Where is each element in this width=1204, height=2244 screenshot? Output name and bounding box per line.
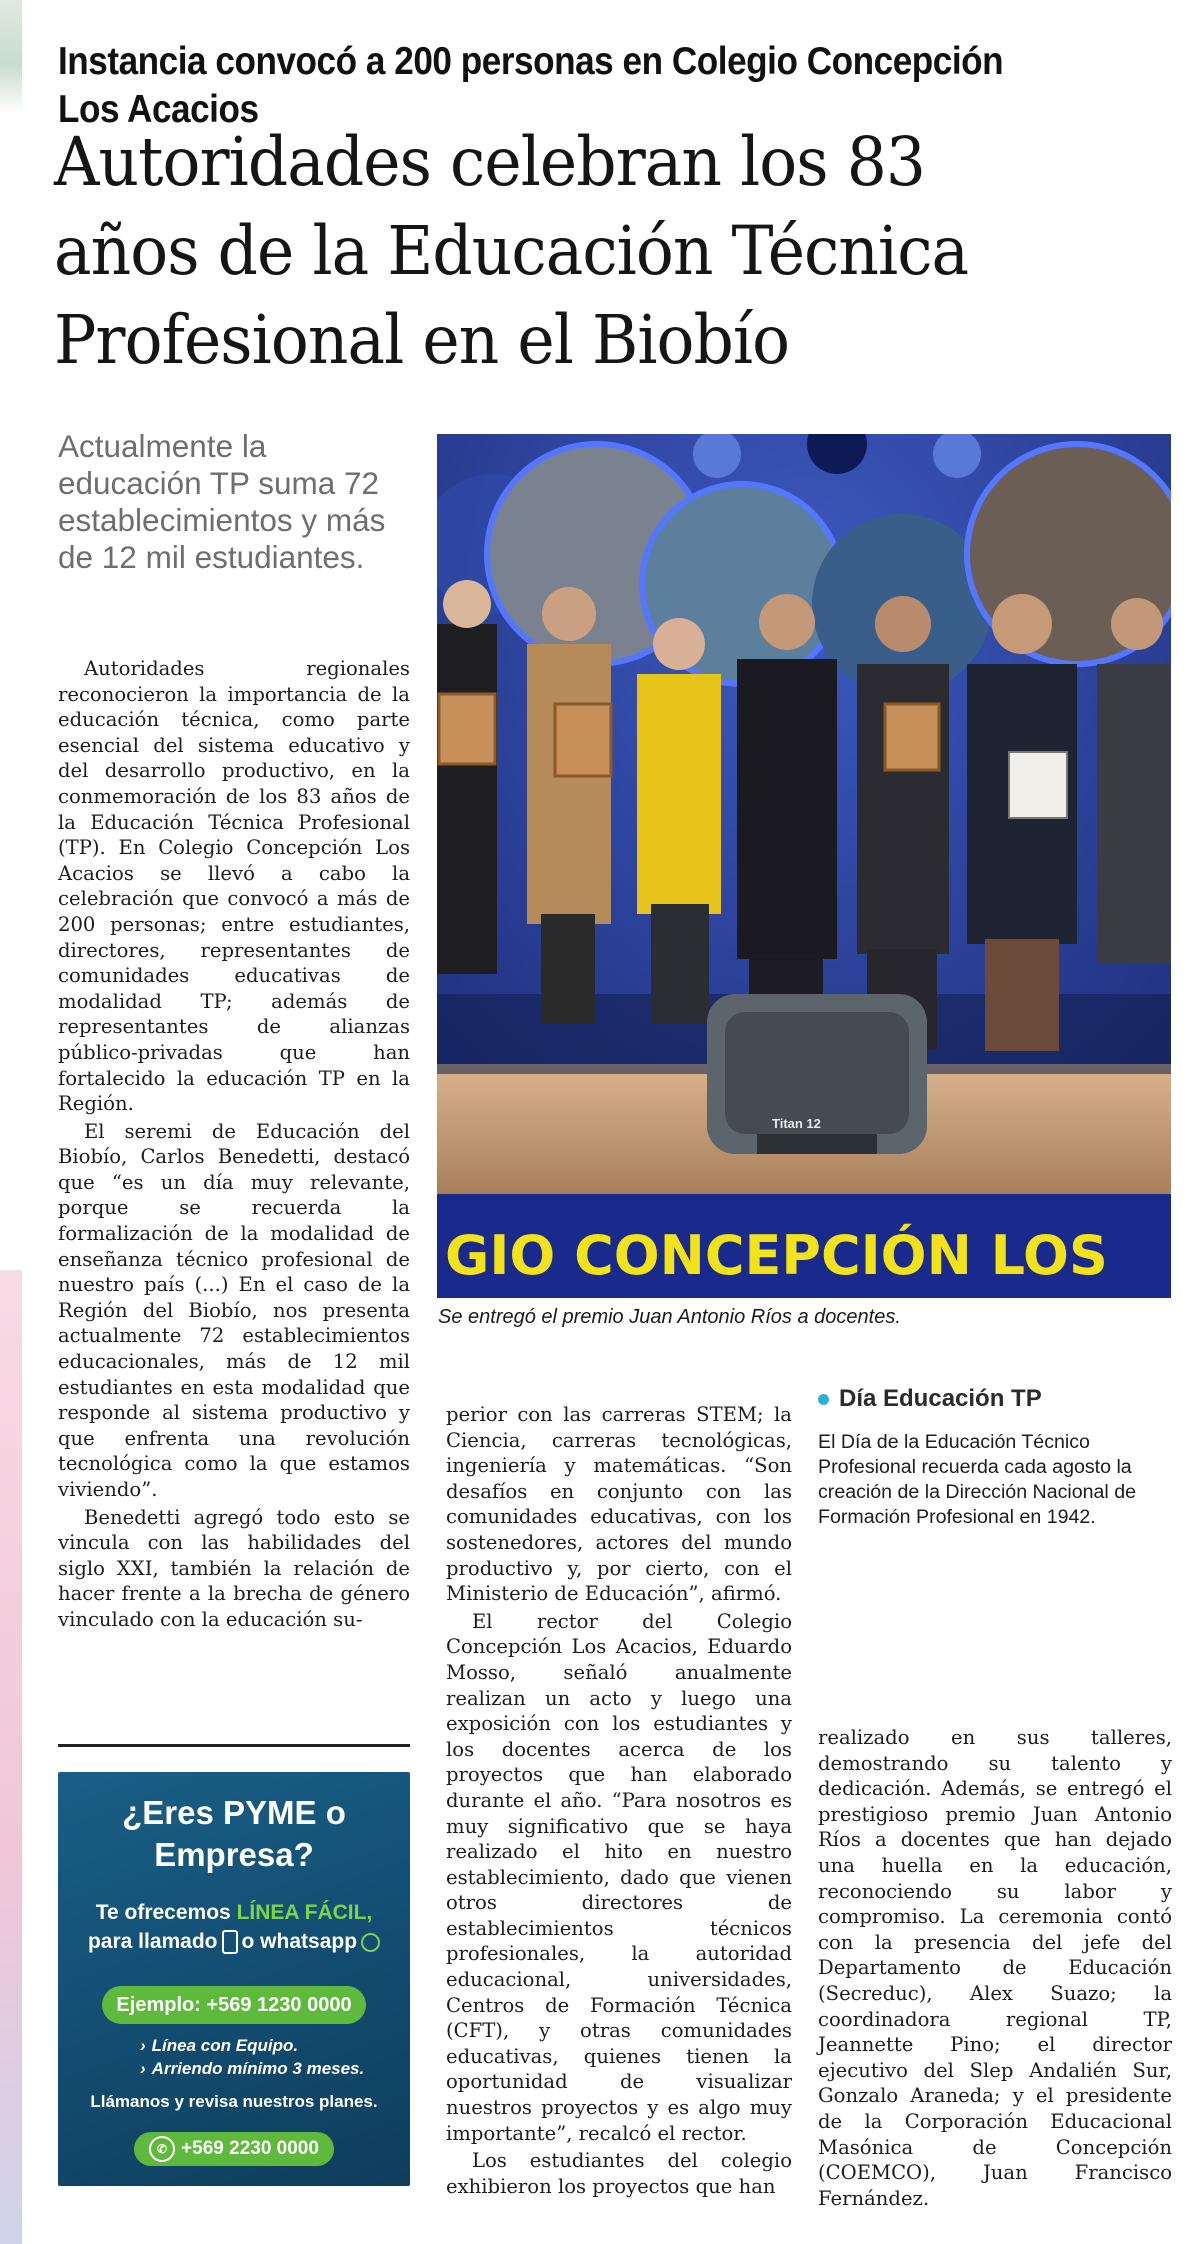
- ad-offer: [58, 1898, 410, 1956]
- chevron-right-icon: ›: [140, 2059, 146, 2078]
- paragraph: Benedetti agregó todo esto se vincula con las habilidades del siglo XXI, también la relación de hacer frente a la brecha de género vinculado con la educación su-: [58, 1505, 410, 1631]
- ad-bullet: [140, 2034, 400, 2057]
- ad-title: [58, 1792, 410, 1876]
- chevron-right-icon: ›: [140, 2036, 146, 2055]
- sidebar-title-text: Día Educación TP: [839, 1385, 1042, 1412]
- ad-bullet-text: Arriendo mínimo 3 meses.: [151, 2059, 365, 2078]
- ad-phone-number: +569 2230 0000: [181, 2138, 319, 2159]
- ad-phone-button[interactable]: [134, 2132, 334, 2166]
- kicker: Instancia convocó a 200 personas en Colegio Concepción Los Acacios: [58, 40, 1004, 131]
- article-column-3: [818, 1725, 1172, 2211]
- ad-bullet-text: Línea con Equipo.: [151, 2036, 299, 2055]
- ad-call-to-action: Llámanos y revisa nuestros planes.: [90, 2092, 378, 2111]
- paragraph: perior con las carreras STEM; la Ciencia, carreras tecnológicas, ingeniería y matemáticas. “Son desafíos en conjunto con las comunidades educativas, con los sostenedores, actores del mundo productivo y, por cierto, con el Ministerio de Educación”, afirmó.: [446, 1403, 792, 1606]
- page-edge-strip-lower: [0, 1270, 22, 2244]
- sidebar-title: [818, 1384, 1172, 1414]
- banner-text: GIO CONCEPCIÓN LOS: [445, 1224, 1108, 1287]
- paragraph: Los estudiantes del colegio exhibieron los proyectos que han: [446, 2149, 792, 2198]
- deck: Actualmente la educación TP suma 72 establecimientos y más de 12 mil estudiantes.: [58, 428, 386, 575]
- paragraph: El rector del Colegio Concepción Los Acacios, Eduardo Mosso, señaló anualmente realizan un acto y luego una exposición con los estudiantes y los docentes acerca de los proyectos que han elaborado durante el año. “Para nosotros es muy significativo que se haya realizado el hito en nuestro establecimiento, dado que vienen otros directores de establecimientos técnicos profesionales, la autoridad educacional, universidades, Centros de Formación Técnica (CFT), y otras comunidades educativas, quienes tienen la oportunidad de visualizar nuestros proyectos y es algo muy importante”, recalcó el rector.: [446, 1609, 792, 2145]
- whatsapp-icon: ✆: [149, 2136, 175, 2162]
- bullet-dot-icon: [818, 1394, 829, 1405]
- ad-title-line-1: ¿Eres PYME o: [122, 1794, 346, 1831]
- ad-divider: [58, 1744, 410, 1747]
- article-column-2: [446, 1402, 792, 2199]
- headline-line-3: Profesional en el Biobío: [54, 301, 790, 379]
- ad-offer-line2-b: o whatsapp: [241, 1930, 358, 1953]
- ad-offer-highlight: LÍNEA FÁCIL,: [236, 1901, 373, 1924]
- stage-speaker: [707, 994, 927, 1154]
- paragraph: El seremi de Educación del Biobío, Carlos Benedetti, destacó que “es un día muy relevante, porque se recuerda la formalización de la modalidad de enseñanza técnico profesional de nuestro país (...) En el caso de la Región del Biobío, nos presenta actualmente 72 establecimientos educacionales, más de 12 mil estudiantes en esta modalidad que responde al sistema productivo y que enfrenta una revolución tecnológica como la que estamos viviendo”.: [58, 1119, 410, 1501]
- paragraph: realizado en sus talleres, demostrando su talento y dedicación. Además, se entregó el prestigioso premio Juan Antonio Ríos a docentes que han dejado una huella en la educación, reconociendo su labor y compromiso. La ceremonia contó con la presencia del jefe del Departamento de Educación (Secreduc), Alex Suazo; la coordinadora regional TP, Jeannette Pino; el director ejecutivo del Slep Andalién Sur, Gonzalo Araneda; y el presidente de la Corporación Educacional Masónica de Concepción (COEMCO), Juan Francisco Fernández.: [818, 1726, 1172, 2210]
- ad-bullet: [140, 2057, 400, 2080]
- page-edge-strip: [0, 0, 22, 1270]
- sidebar-text: El Día de la Educación Técnico Profesional recuerda cada agosto la creación de la Dirección Nacional de Formación Profesional en 1942.: [818, 1431, 1137, 1528]
- advertisement[interactable]: [58, 1772, 410, 2186]
- ad-offer-prefix: Te ofrecemos: [95, 1901, 231, 1924]
- photo-illustration: [437, 434, 1171, 1298]
- ad-example-badge: Ejemplo: +569 1230 0000: [102, 1986, 366, 2024]
- headline-line-2: años de la Educación Técnica: [54, 212, 969, 290]
- article-column-1: [58, 656, 410, 1633]
- paragraph: Autoridades regionales reconocieron la importancia de la educación técnica, como parte esencial del sistema educativo y del desarrollo productivo, en la conmemoración de los 83 años de la Educación Técnica Profesional (TP). En Colegio Concepción Los Acacios se llevó a cabo la celebración que convocó a más de 200 personas; entre estudiantes, directores, representantes de comunidades educativas de modalidad TP; además de representantes de alianzas público-privadas que han fortalecido la educación TP en la Región.: [58, 657, 410, 1116]
- headline-line-1: Autoridades celebran los 83: [54, 123, 925, 201]
- headline: [54, 118, 1107, 385]
- whatsapp-icon: [361, 1933, 380, 1952]
- sidebar-box: [818, 1384, 1172, 1530]
- phone-icon: [222, 1930, 238, 1954]
- ad-title-line-2: Empresa?: [154, 1836, 314, 1873]
- ad-bullets: [140, 2034, 400, 2080]
- photo-caption: Se entregó el premio Juan Antonio Ríos a docentes.: [438, 1306, 901, 1328]
- speaker-label: Titan 12: [772, 1116, 821, 1131]
- article-photo: [437, 434, 1171, 1298]
- ad-offer-line2-a: para llamado: [87, 1930, 218, 1953]
